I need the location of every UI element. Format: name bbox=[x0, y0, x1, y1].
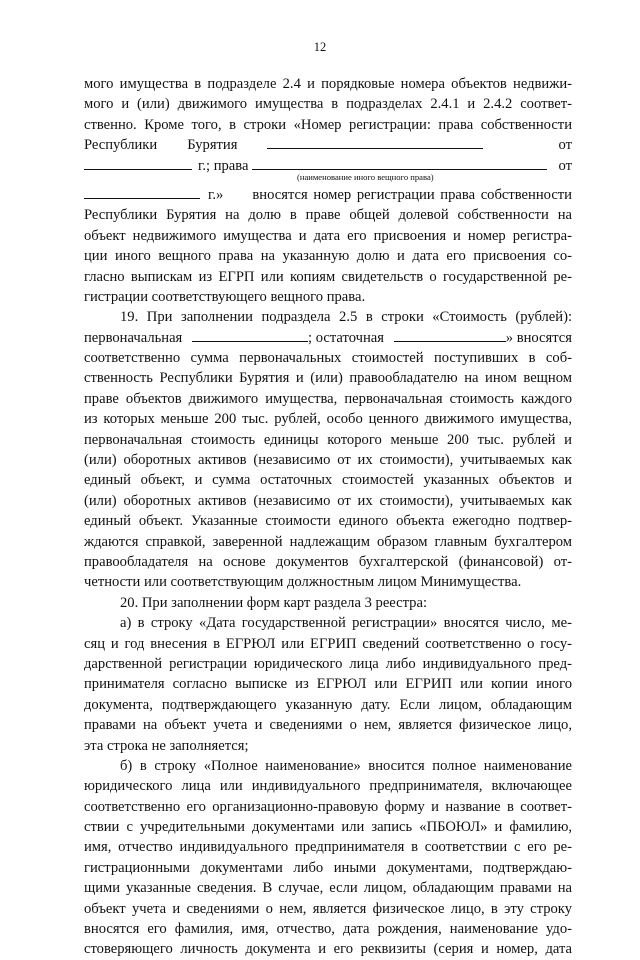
blank-field bbox=[192, 328, 308, 342]
text-line: единый объект. Указанные стоимости единого объекта ежегодно подтвер- bbox=[84, 513, 572, 530]
text-line: объект учета и сведениями о нем, является физическое лицо, в эту строку bbox=[84, 900, 572, 917]
text-fragment: г.; права bbox=[198, 157, 249, 174]
text-line: ственность Республики Бурятия и (или) правообладателю на ином вещном bbox=[84, 370, 572, 387]
text-line: гистрации соответствующего вещного права. bbox=[84, 288, 366, 305]
text-line: праве объектов движимого имущества, первоначальная стоимость каждого bbox=[84, 390, 572, 407]
text-fragment: вносятся номер регистрации права собственности bbox=[252, 186, 572, 203]
text-line: мого имущества в подразделе 2.4 и порядковые номера объектов недвижи- bbox=[84, 76, 572, 92]
text-fragment: » вносятся bbox=[505, 329, 572, 346]
text-fragment: Бурятия bbox=[187, 137, 238, 154]
text-line: ственно. Кроме того, в строки «Номер регистрации: права собственности bbox=[84, 116, 572, 133]
registration-line-1 bbox=[84, 135, 572, 155]
text-line: 20. При заполнении форм карт раздела 3 реестра: bbox=[120, 594, 427, 611]
text-line: соответственно сумма первоначальных стоимостей поступивших в соб- bbox=[84, 350, 572, 367]
text-fragment: первоначальная bbox=[84, 329, 183, 346]
text-line: документа, подтверждающего указанную дату. Если лицом, обладающим bbox=[84, 696, 572, 713]
text-line: а) в строку «Дата государственной регистрации» вносятся число, ме- bbox=[120, 615, 572, 632]
text-line: ждаются справкой, заверенной надлежащим образом главным бухгалтером bbox=[84, 533, 572, 550]
text-line: 19. При заполнении подраздела 2.5 в строки «Стоимость (рублей): bbox=[120, 309, 572, 326]
text-line: вносятся его фамилия, имя, отчество, дата рождения, наименование удо- bbox=[84, 921, 572, 938]
text-line: имя, отчество индивидуального предпринимателя в соответствии с его ре- bbox=[84, 839, 572, 856]
cost-line bbox=[84, 328, 572, 348]
text-line: юридического лица или индивидуального предпринимателя, включающее bbox=[84, 778, 572, 795]
text-line: Республики Бурятия на долю в праве общей долевой собственности на bbox=[84, 207, 572, 224]
blank-field bbox=[394, 328, 506, 342]
text-line: эта строка не заполняется; bbox=[84, 737, 249, 754]
text-line: б) в строку «Полное наименование» вносится полное наименование bbox=[120, 757, 572, 774]
blank-field bbox=[267, 135, 483, 149]
text-line: первоначальная стоимость единицы которого меньше 200 тыс. рублей и bbox=[84, 431, 572, 448]
text-line: ствии с учредительными документами или запись «ПБОЮЛ» и фамилию, bbox=[84, 819, 572, 836]
text-line: четности или соответствующим должностным лицом Минимущества. bbox=[84, 574, 522, 591]
text-fragment: г.» bbox=[208, 186, 224, 203]
text-line: ции иного вещного права на указанную долю и дата его присвоения со- bbox=[84, 248, 572, 265]
text-line: сяц и год внесения в ЕГРЮЛ или ЕГРИП сведений соответственно о госу- bbox=[84, 635, 572, 652]
text-line: правами на объект учета и сведениями о нем, является физическое лицо, bbox=[84, 717, 572, 734]
text-line: мого и (или) движимого имущества в подразделах 2.4.1 и 2.4.2 соответ- bbox=[84, 96, 572, 113]
blank-field bbox=[252, 156, 546, 170]
text-line: щими указанные сведения. В случае, если лицом, обладающим правами на bbox=[84, 880, 572, 897]
text-fragment: Республики bbox=[84, 137, 158, 154]
text-line: из которых меньше 200 тыс. рублей, особо ценного движимого имущества, bbox=[84, 411, 572, 428]
text-line: правообладателя на основе документов бухгалтерской (финансовой) от- bbox=[84, 553, 572, 570]
text-fragment: ; остаточная bbox=[308, 329, 384, 346]
blank-caption: (наименование иного вещного права) bbox=[297, 171, 434, 182]
text-line: стоверяющего личность документа и его реквизиты (серия и номер, дата bbox=[84, 941, 572, 958]
text-line: объект недвижимого имущества и дата его присвоения и номер регистра- bbox=[84, 227, 572, 244]
text-line: гистрационными документами либо иными документами, подтверждаю- bbox=[84, 859, 572, 876]
text-line: (или) оборотных активов (независимо от их стоимости), учитываемых как bbox=[84, 452, 572, 469]
text-line: соответственно его организационно-правовую форму и название в соответ- bbox=[84, 798, 572, 815]
blank-field bbox=[84, 156, 192, 170]
text-line: единый объект, и сумма остаточных стоимостей указанных объектов и bbox=[84, 472, 572, 489]
text-fragment: от bbox=[558, 157, 572, 174]
text-fragment: от bbox=[558, 137, 572, 154]
registration-line-3 bbox=[84, 185, 572, 205]
document-body bbox=[84, 74, 572, 960]
page-number: 12 bbox=[313, 40, 327, 54]
text-line: принимателя согласно выписке из ЕГРЮЛ или ЕГРИП или копии иного bbox=[84, 676, 572, 693]
text-line: дарственной регистрации юридического лица либо индивидуального пред- bbox=[84, 655, 572, 672]
text-line: (или) оборотных активов (независимо от их стоимости), учитываемых как bbox=[84, 492, 572, 509]
text-line: гласно выпискам из ЕГРП или копиям свидетельств о государственной ре- bbox=[84, 268, 572, 285]
blank-field bbox=[84, 185, 200, 199]
